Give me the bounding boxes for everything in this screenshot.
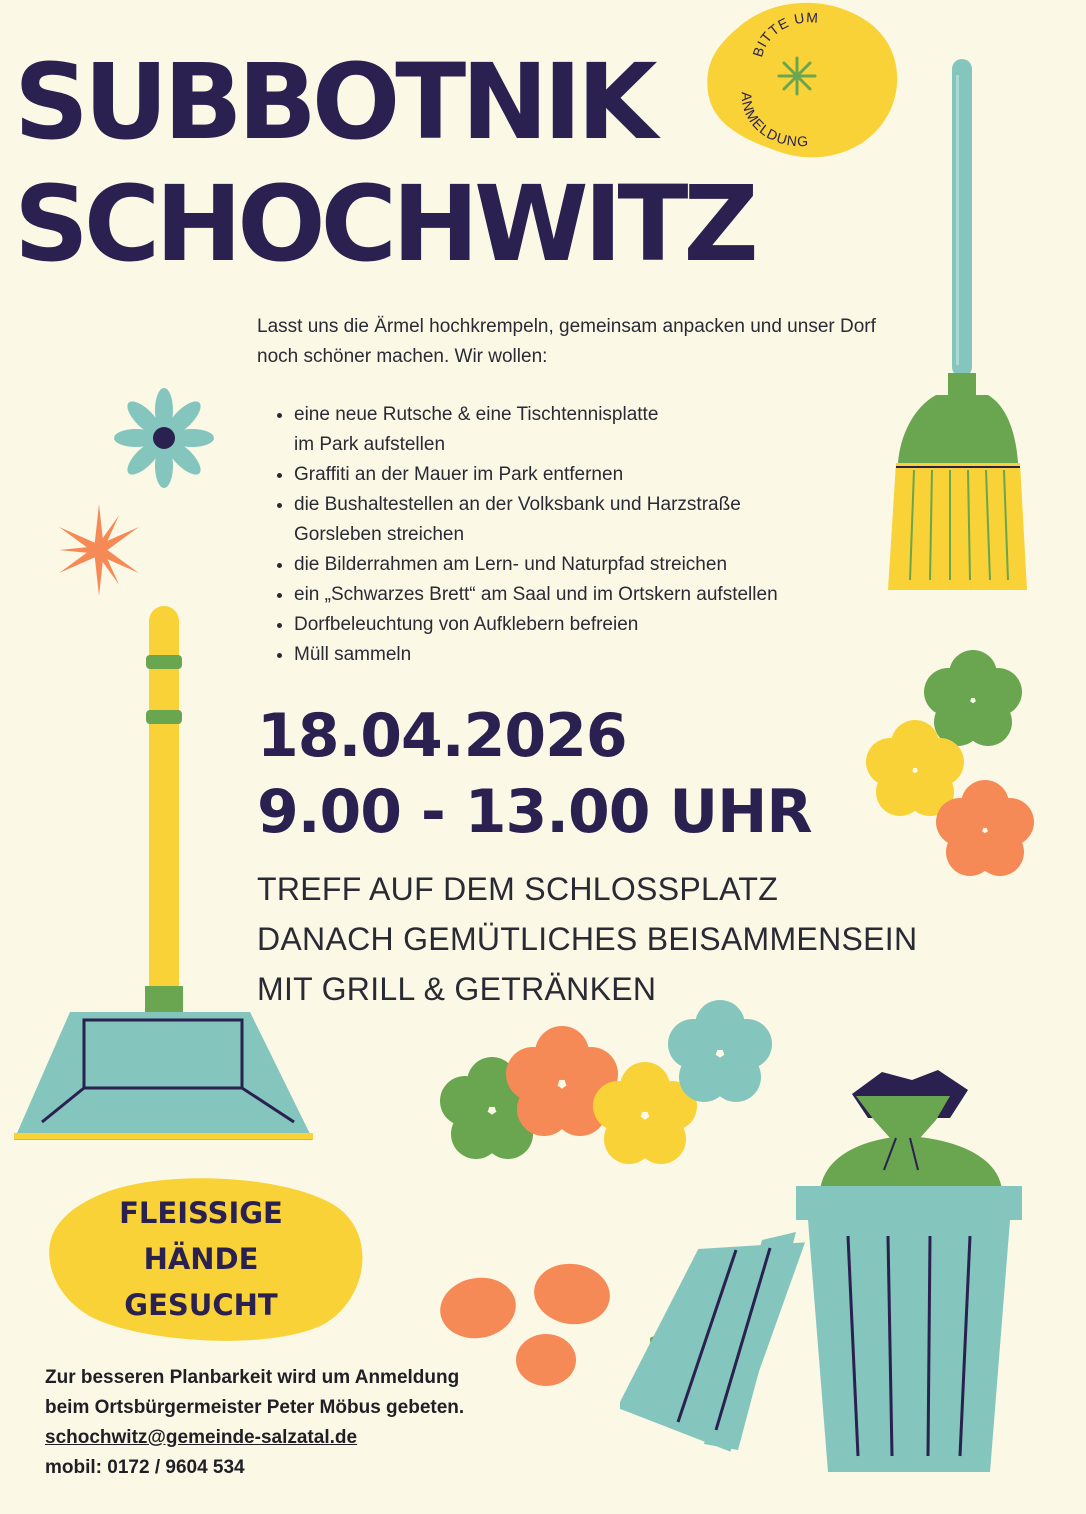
list-item	[294, 460, 914, 490]
list-item	[294, 580, 914, 610]
event-time: 9.00 - 13.00 UHR	[257, 777, 812, 847]
flower-cluster-right	[855, 640, 1055, 895]
task-text-continued: im Park aufstellen	[294, 434, 446, 455]
list-item	[294, 610, 914, 640]
helpers-badge-line-1: FLEISSIGE	[119, 1196, 283, 1230]
flower-icon	[112, 386, 216, 490]
title-line-2: SCHOCHWITZ	[14, 163, 754, 285]
task-text: die Bilderrahmen am Lern- und Naturpfad streichen	[294, 554, 728, 575]
star-icon	[779, 58, 815, 94]
task-list	[257, 400, 914, 670]
helpers-badge-line-3: GESUCHT	[124, 1288, 278, 1322]
trash-can-illustration	[620, 1060, 1030, 1480]
list-item	[294, 490, 914, 550]
list-item	[294, 550, 914, 580]
task-text: ein „Schwarzes Brett“ am Saal und im Ortskern aufstellen	[294, 584, 778, 605]
registration-badge	[700, 0, 905, 170]
starburst-icon	[44, 500, 154, 600]
helpers-badge-line-2: HÄNDE	[143, 1242, 259, 1276]
meeting-line-1: TREFF AUF DEM SCHLOSSPLATZ	[257, 871, 779, 907]
task-text: Graffiti an der Mauer im Park entfernen	[294, 464, 624, 485]
task-text: die Bushaltestellen an der Volksbank und Harzstraße	[294, 494, 741, 515]
meeting-line-2: DANACH GEMÜTLICHES BEISAMMENSEIN	[257, 921, 918, 957]
badge-text-top: BITTE UM	[749, 9, 820, 59]
footer-line-2: beim Ortsbürgermeister Peter Möbus gebeten.	[45, 1397, 465, 1418]
email-link[interactable]: schochwitz@gemeinde-salzatal.de	[45, 1427, 358, 1448]
helpers-badge	[44, 1190, 358, 1328]
orange-blobs	[436, 1262, 612, 1392]
badge-text-bottom: ANMELDUNG	[738, 91, 810, 150]
meeting-line-3: MIT GRILL & GETRÄNKEN	[257, 971, 657, 1007]
title-line-1: SUBBOTNIK	[14, 41, 653, 163]
list-item	[294, 400, 914, 460]
task-text: Müll sammeln	[294, 644, 412, 665]
intro-text: Lasst uns die Ärmel hochkrempeln, gemeinsam anpacken und unser Dorf noch schöner machen. Wir wollen:	[257, 316, 876, 367]
phone-number: mobil: 0172 / 9604 534	[45, 1457, 245, 1478]
task-text: eine neue Rutsche & eine Tischtennisplatte	[294, 404, 659, 425]
footer-line-1: Zur besseren Planbarkeit wird um Anmeldung	[45, 1367, 460, 1388]
list-item	[294, 640, 914, 670]
event-date: 18.04.2026	[257, 701, 627, 771]
task-text-continued: Gorsleben streichen	[294, 524, 465, 545]
task-text: Dorfbeleuchtung von Aufklebern befreien	[294, 614, 639, 635]
